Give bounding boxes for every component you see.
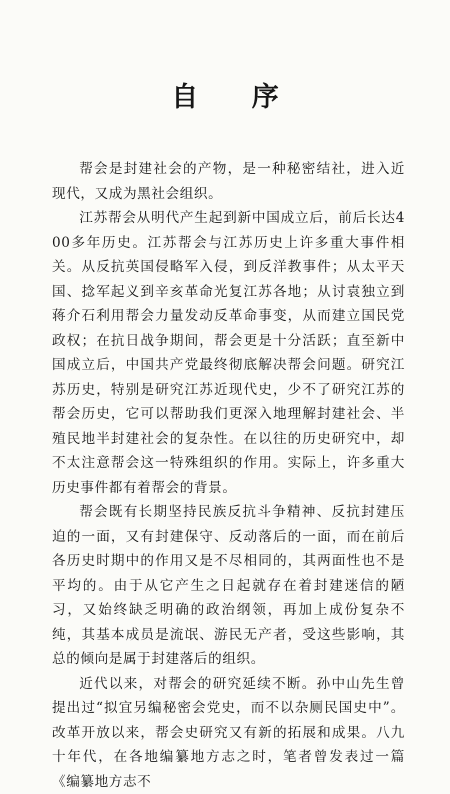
- body-text: [52, 157, 405, 794]
- paragraph-1: 帮会是封建社会的产物，是一种秘密结社，进入近现代，又成为黑社会组织。: [52, 157, 405, 206]
- page-title: 自 序: [0, 82, 450, 114]
- paragraph-3: 帮会既有长期坚持民族反抗斗争精神、反抗封建压迫的一面，又有封建保守、反动落后的一面，而在前后各历史时期中的作用又是不尽相同的，其两面性也不是平均的。由于从它产生之日起就存在着封建迷信的陋习，又始终缺乏明确的政治纲领，再加上成份复杂不纯，其基本成员是流氓、游民无产者，受这些影响，其总的倾向是属于封建落后的组织。: [52, 500, 405, 672]
- paragraph-4: 近代以来，对帮会的研究延续不断。孙中山先生曾提出过“拟宜另编秘密会党史，而不以杂厕民国史中”。改革开放以来，帮会史研究又有新的拓展和成果。八九十年代，在各地编纂地方志之时，笔者曾发表过一篇《编纂地方志不: [52, 672, 405, 794]
- paragraph-2: 江苏帮会从明代产生起到新中国成立后，前后长达400多年历史。江苏帮会与江苏历史上许多重大事件相关。从反抗英国侵略军入侵，到反洋教事件；从太平天国、捻军起义到辛亥革命光复江苏各地；从讨袁独立到蒋介石利用帮会力量发动反革命事变，从而建立国民党政权；在抗日战争期间，帮会更是十分活跃；直至新中国成立后，中国共产党最终彻底解决帮会问题。研究江苏历史，特别是研究江苏近现代史，少不了研究江苏的帮会历史，它可以帮助我们更深入地理解封建社会、半殖民地半封建社会的复杂性。在以往的历史研究中，却不太注意帮会这一特殊组织的作用。实际上，许多重大历史事件都有着帮会的背景。: [52, 206, 405, 500]
